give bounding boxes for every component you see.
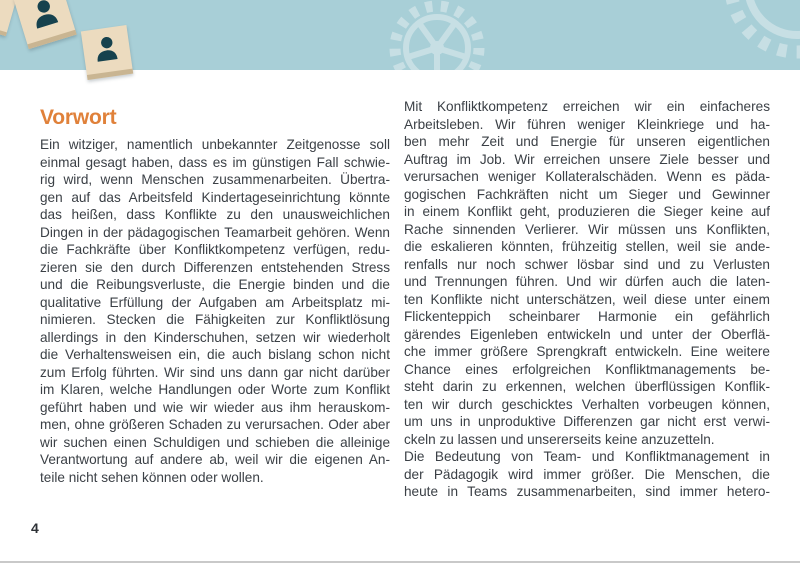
text-line: in einem Konflikt geht, produzieren die Sieger keine auf — [404, 204, 770, 219]
text-line: Chance eines erfolgreichen Konfliktmanagements be- — [404, 361, 770, 377]
page-number: 4 — [31, 520, 39, 536]
paragraph — [404, 98, 770, 448]
text-line: Mit Konfliktkompetenz erreichen wir ein einfacheres — [404, 99, 770, 114]
text-line: allerdings in den Kinderschuhen, setzen wir wiederholt — [40, 329, 390, 345]
text-line: qualitative Erfüllung der Aufgaben am Arbeitsplatz mi- — [40, 294, 390, 310]
text-line: Auftrag im Job. Wir erreichen unsere Ziele besser und — [404, 151, 770, 167]
wooden-tile — [81, 25, 133, 80]
text-line: Dingen in der pädagogischen Teamarbeit gehören. Wenn — [40, 224, 390, 240]
text-line: ten wir durch geschicktes Verhalten vorbeugen können, — [404, 396, 770, 412]
paragraph — [40, 136, 390, 486]
left-text-column — [40, 136, 390, 486]
text-line: gärendes Eigenleben entwickeln und unter der Oberflä- — [404, 326, 770, 342]
right-text-column — [404, 98, 770, 501]
text-line: Ein witziger, namentlich unbekannter Zeitgenosse soll — [40, 137, 390, 152]
text-line: geführt haben und wie wir wieder aus ihm herauskom- — [40, 399, 390, 415]
text-line: gen auf das Arbeitsfeld Kindertageseinrichtung könnte — [40, 189, 390, 205]
text-line: Die Bedeutung von Team- und Konfliktmanagement in — [404, 449, 770, 464]
text-line: teile nicht sehen können oder wollen. — [40, 469, 264, 485]
text-line: ben mehr Zeit und Energie für unseren eigentlichen — [404, 134, 770, 149]
paragraph — [404, 448, 770, 501]
text-line: zieren sie den durch Differenzen entstehenden Stress — [40, 259, 390, 275]
text-line: die Fachkräfte über Konfliktkompetenz verfügen, redu- — [40, 242, 390, 257]
text-line: einmal gesagt haben, dass es im günstigen Fall schwie- — [40, 154, 390, 170]
text-line: gogischen Fachkräften nicht um Sieger und Gewinner — [404, 186, 770, 202]
gear-icon — [395, 6, 479, 70]
text-line: die eskalieren könnten, frühzeitig stellen, weil sie ande- — [404, 239, 770, 254]
text-line: heute in Teams zusammenarbeiten, sind immer hetero- — [404, 484, 770, 499]
text-line: im Klaren, welche Handlungen oder Worte zum Konflikt — [40, 382, 390, 397]
text-line: wir suchen einen Schuldigen und schieben die alleinige — [40, 434, 390, 450]
text-line: Arbeitsleben. Wir führen weniger Kleinkriege und ha- — [404, 116, 770, 132]
text-line: zum Erfolg führten. Wir sind uns dann gar nicht darüber — [40, 364, 390, 380]
text-line: Verantwortung auf andere ab, weil wir die eigenen An- — [40, 452, 390, 467]
text-line: nimieren. Stecken die Fähigkeiten zur Konfliktlösung — [40, 312, 390, 327]
text-line: men, ohne größeren Schaden zu verursachen. Oder aber — [40, 417, 390, 432]
text-line: verursachen weniger Kollateralschäden. Wenn es päda- — [404, 169, 770, 184]
person-icon — [88, 32, 125, 68]
text-line: der Pädagogik wird immer größer. Die Menschen, die — [404, 466, 770, 482]
text-line: steht darin zu erkennen, welchen überflüssigen Konflik- — [404, 379, 770, 394]
gear-icon — [731, 0, 800, 52]
text-line: um uns in unproduktive Differenzen gar nicht erst verwi- — [404, 414, 770, 429]
person-icon — [22, 0, 67, 36]
text-line: rig wird, wenn Menschen zusammenarbeiten. Übertra- — [40, 172, 390, 187]
text-line: und Trennungen führen. Und wir dürfen auch die laten- — [404, 274, 770, 289]
text-line: che immer größere Sprengkraft entwickeln. Eine weitere — [404, 344, 770, 359]
page-title: Vorwort — [40, 106, 117, 130]
text-line: die Verhaltensweisen ein, die auch bislang schon nicht — [40, 347, 390, 362]
text-line: renfalls nur noch schwer lösbar sind und zu Verlusten — [404, 256, 770, 272]
text-line: ckeln zu lassen und unsererseits keine anzuzetteln. — [404, 431, 715, 447]
text-line: Flickenteppich scheinbarer Harmonie ein gefährlich — [404, 309, 770, 324]
text-line: das heißen, dass Konflikte zu den unausweichlichen — [40, 207, 390, 222]
text-line: und die Reibungsverluste, die Energie binden und die — [40, 277, 390, 292]
text-line: Rache sinnenden Verlierer. Wir müssen uns Konflikten, — [404, 221, 770, 237]
text-line: ten Konflikte nicht unterschätzen, weil diese unter einem — [404, 291, 770, 307]
